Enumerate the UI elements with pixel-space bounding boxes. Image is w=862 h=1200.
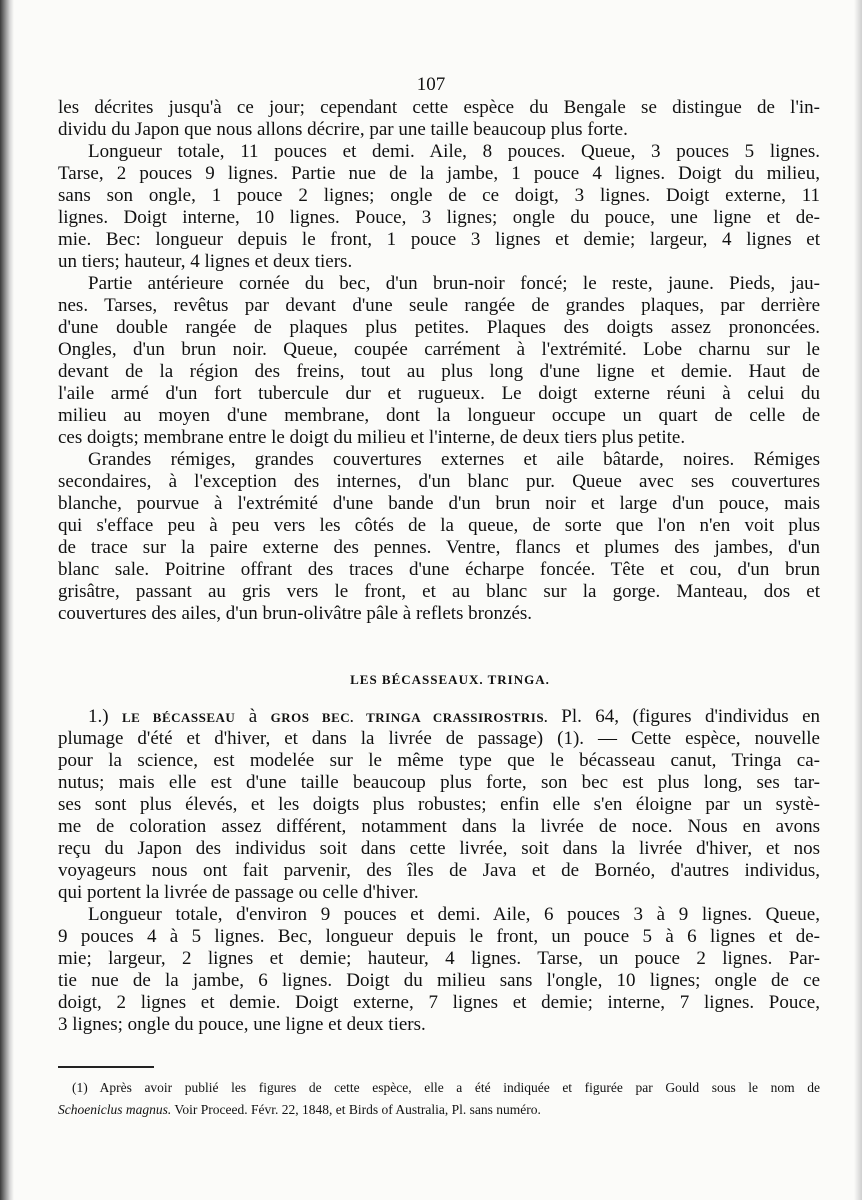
footnote: [58, 1077, 820, 1121]
section-heading: LES BÉCASSEAUX. TRINGA.: [350, 672, 550, 687]
text-line: ces doigts; membrane entre le doigt du milieu et l'interne, de deux tiers plus petite.: [58, 427, 686, 448]
text-line: un tiers; hauteur, 4 lignes et deux tiers.: [58, 251, 353, 272]
species-name-caps-2: GROS BEC. TRINGA CRASSIROSTRIS.: [270, 710, 548, 725]
text-line: secondaires, à l'exception des internes, d'un blanc pur. Queue avec ses couvertures: [58, 471, 820, 492]
text-line: doigt, 2 lignes et demie. Doigt externe, 7 lignes et demie; interne, 7 lignes. Pouce,: [58, 992, 820, 1013]
entry-first-line: [58, 706, 820, 728]
text-line: de trace sur la paire externe des pennes. Ventre, flancs et plumes des jambes, d'un: [58, 537, 820, 558]
text-line: Ongles, d'un brun noir. Queue, coupée carrément à l'extrémité. Lobe charnu sur le: [58, 339, 820, 360]
species-name-a: à: [248, 706, 258, 727]
text-line: couvertures des ailes, d'un brun-olivâtre pâle à reflets bronzés.: [58, 603, 533, 624]
text-line: blanc sale. Poitrine offrant des traces d'une écharpe foncée. Tête et cou, d'un brun: [58, 559, 820, 580]
footnote-line-2-rest: Voir Proceed. Févr. 22, 1848, et Birds of Australia, Pl. sans numéro.: [171, 1102, 541, 1117]
text-line: Tarse, 2 pouces 9 lignes. Partie nue de la jambe, 1 pouce 4 lignes. Doigt du milieu,: [58, 163, 820, 184]
scan-edge-shadow: [854, 0, 862, 1200]
text-line: Grandes rémiges, grandes couvertures externes et aile bâtarde, noires. Rémiges: [88, 449, 820, 470]
entry-first-line-rest: Pl. 64, (figures d'individus en: [561, 706, 821, 727]
text-line: l'aile armé d'un fort tubercule dur et rugueux. Le doigt externe réuni à celui du: [58, 383, 820, 404]
text-line: devant de la région des freins, tout au plus long d'une ligne et demie. Haut de: [58, 361, 820, 382]
text-line: blanche, pourvue à l'extrémité d'une bande d'un brun noir et large d'un pouce, mais: [58, 493, 820, 514]
species-name-caps: LE BÉCASSEAU: [122, 710, 236, 725]
text-line: qui portent la livrée de passage ou celle d'hiver.: [58, 882, 419, 903]
text-line: nes. Tarses, revêtus par devant d'une seule rangée de grandes plaques, par derrière: [58, 295, 820, 316]
paragraph: [58, 141, 820, 273]
text-line: 9 pouces 4 à 5 lignes. Bec, longueur depuis le front, un pouce 5 à 6 lignes et de-: [58, 926, 820, 947]
footnote-species-name: Schoeniclus magnus.: [58, 1102, 172, 1117]
text-line: reçu du Japon des individus soit dans cette livrée, soit dans la livrée d'hiver, et nos: [58, 838, 820, 859]
text-line: plumage d'été et d'hiver, et dans la livrée de passage) (1). — Cette espèce, nouvelle: [58, 728, 820, 749]
page-number: 107: [416, 74, 446, 95]
text-line: mie; largeur, 2 lignes et demie; hauteur, 4 lignes. Tarse, un pouce 2 lignes. Par-: [58, 948, 820, 969]
text-line: ses sont plus élevés, et les doigts plus robustes; enfin elle s'en éloigne par un systè-: [58, 794, 820, 815]
text-line: sans son ongle, 1 pouce 2 lignes; ongle de ce doigt, 3 lignes. Doigt externe, 11: [58, 185, 820, 206]
text-line: voyageurs nous ont fait parvenir, des îles de Java et de Bornéo, d'autres individus,: [58, 860, 820, 881]
scan-binding-shadow: [0, 0, 14, 1200]
paragraph: [58, 273, 820, 449]
footnote-line-2: [58, 1099, 820, 1121]
text-line: 3 lignes; ongle du pouce, une ligne et deux tiers.: [58, 1014, 426, 1035]
text-line: milieu au moyen d'une membrane, dont la longueur occupe un quart de celle de: [58, 405, 820, 426]
text-line: Partie antérieure cornée du bec, d'un brun-noir foncé; le reste, jaune. Pieds, jau-: [88, 273, 820, 294]
text-line: tie nue de la jambe, 6 lignes. Doigt du milieu sans l'ongle, 10 lignes; ongle de ce: [58, 970, 820, 991]
text-line: d'une double rangée de plaques plus petites. Plaques des doigts assez prononcées.: [58, 317, 820, 338]
text-line: qui s'efface peu à peu vers les côtés de la queue, de sorte que l'on n'en voit plus: [58, 515, 820, 536]
body-text-top: [58, 97, 820, 625]
paragraph: [58, 97, 820, 141]
text-line: pour la science, est modelée sur le même type que le bécasseau canut, Tringa ca-: [58, 750, 820, 771]
text-line: dividu du Japon que nous allons décrire, par une taille beaucoup plus forte.: [58, 119, 628, 140]
species-entry: [58, 706, 820, 904]
entry-number: 1.): [88, 706, 109, 727]
text-line: grisâtre, passant au gris vers le front, et au blanc sur la gorge. Manteau, dos et: [58, 581, 820, 602]
text-line: Longueur totale, 11 pouces et demi. Aile, 8 pouces. Queue, 3 pouces 5 lignes.: [88, 141, 820, 162]
footnote-rule: [58, 1066, 154, 1068]
text-line: mie. Bec: longueur depuis le front, 1 pouce 3 lignes et demie; largeur, 4 lignes et: [58, 229, 820, 250]
text-line: Longueur totale, d'environ 9 pouces et demi. Aile, 6 pouces 3 à 9 lignes. Queue,: [88, 904, 820, 925]
text-line: me de coloration assez différent, notamment dans la livrée de noce. Nous en avons: [58, 816, 820, 837]
text-line: nutus; mais elle est d'une taille beaucoup plus forte, son bec est plus long, ses tar-: [58, 772, 820, 793]
text-line: les décrites jusqu'à ce jour; cependant cette espèce du Bengale se distingue de l'in-: [58, 97, 820, 118]
paragraph: [58, 449, 820, 625]
measurements-paragraph: [58, 904, 820, 1036]
text-line: lignes. Doigt interne, 10 lignes. Pouce, 3 lignes; ongle du pouce, une ligne et de-: [58, 207, 820, 228]
footnote-line-1: (1) Après avoir publié les figures de cette espèce, elle a été indiquée et figurée par Gould sous le nom de: [72, 1080, 820, 1095]
